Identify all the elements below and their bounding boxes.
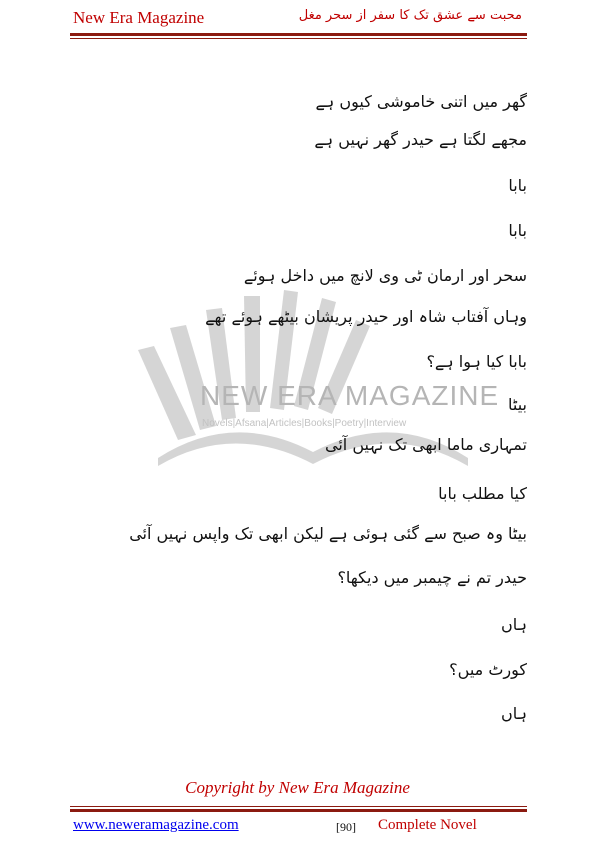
story-line: سحر اور ارمان ٹی وی لانچ میں داخل ہوئے — [243, 266, 527, 285]
header-novel-title: محبت سے عشق تک کا سفر از سحر مغل — [298, 8, 522, 23]
footer-label: Complete Novel — [378, 817, 477, 833]
page-number: [90] — [336, 820, 356, 834]
story-line: مجھے لگتا ہے حیدر گھر نہیں ہے — [314, 130, 527, 149]
watermark-subtitle: Novels|Afsana|Articles|Books|Poetry|Interview — [202, 418, 407, 429]
footer-rule-thin — [70, 806, 527, 807]
footer-rule-thick — [70, 809, 527, 812]
story-line: ہاں — [501, 615, 527, 634]
watermark-title: NEW ERA MAGAZINE — [200, 380, 500, 411]
story-line: تمہاری ماما ابھی تک نہیں آئی — [325, 435, 527, 454]
story-line: کیا مطلب بابا — [438, 484, 527, 503]
header-magazine-name: New Era Magazine — [73, 8, 205, 27]
story-line: وہاں آفتاب شاہ اور حیدر پریشان بیٹھے ہوئے تھے — [205, 307, 527, 326]
story-line: بیٹا وہ صبح سے گئی ہوئی ہے لیکن ابھی تک واپس نہیں آئی — [129, 524, 527, 543]
story-line: ہاں — [501, 704, 527, 723]
story-text — [70, 0, 527, 842]
story-line: بیٹا — [508, 395, 527, 414]
story-line: بابا — [508, 221, 527, 240]
story-line: بابا — [508, 176, 527, 195]
story-line: بابا کیا ہوا ہے؟ — [426, 352, 527, 371]
story-line: کورٹ میں؟ — [449, 660, 527, 679]
copyright-notice: Copyright by New Era Magazine — [185, 778, 410, 797]
website-link[interactable]: www.neweramagazine.com — [73, 817, 239, 833]
story-line: گھر میں اتنی خاموشی کیوں ہے — [315, 92, 527, 111]
story-line: حیدر تم نے چیمبر میں دیکھا؟ — [337, 568, 527, 587]
